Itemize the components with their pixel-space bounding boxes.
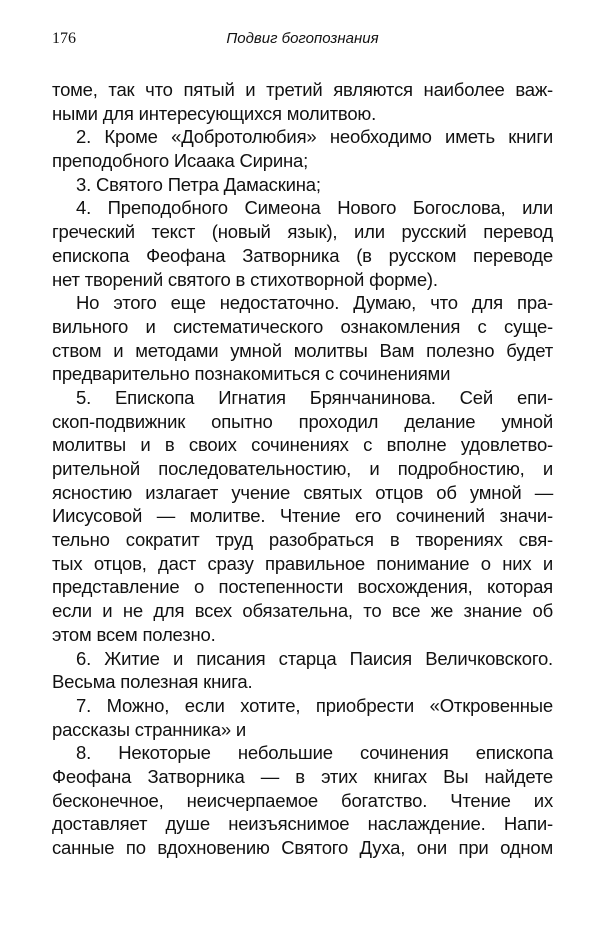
text-line: ясностию излагает учение святых отцов об умной — bbox=[52, 481, 553, 503]
text-line: санные по вдохновению Святого Духа, они при одном bbox=[52, 837, 553, 858]
page-number: 176 bbox=[52, 30, 76, 47]
text-line: епископа Феофана Затворника (в русском переводе bbox=[52, 244, 553, 266]
body-text bbox=[52, 78, 553, 860]
paragraph bbox=[52, 291, 553, 386]
paragraph bbox=[52, 647, 553, 694]
text-line: скоп-подвижник опытно проходил делание умной bbox=[52, 410, 553, 432]
text-line: рительной последовательностию, и подробностию, и bbox=[52, 458, 553, 479]
text-line: Феофана Затворника — в этих книгах Вы найдете bbox=[52, 765, 553, 787]
paragraph bbox=[52, 173, 553, 197]
paragraph bbox=[52, 125, 553, 172]
text-line: нет творений святого в стихотворной форме). bbox=[52, 268, 438, 290]
running-title: Подвиг богопознания bbox=[226, 30, 379, 47]
text-line: тельно сократит труд разобраться в творениях свя- bbox=[52, 529, 553, 551]
text-line: молитвы и в своих сочинениях с вполне удовлетво- bbox=[52, 434, 553, 456]
text-line: 4. Преподобного Симеона Нового Богослова, или bbox=[76, 197, 553, 219]
text-line: 7. Можно, если хотите, приобрести «Откровенные bbox=[76, 694, 553, 716]
page-header bbox=[52, 30, 553, 50]
paragraph bbox=[52, 741, 553, 859]
paragraph bbox=[52, 694, 553, 741]
text-line: представление о постепенности восхождения, которая bbox=[52, 576, 553, 598]
text-line: 2. Кроме «Добротолюбия» необходимо иметь книги bbox=[76, 126, 553, 148]
paragraph bbox=[52, 386, 553, 647]
text-line: вильного и систематического ознакомления с суще- bbox=[52, 315, 553, 337]
text-line: томе, так что пятый и третий являются наиболее важ- bbox=[52, 79, 553, 100]
paragraph bbox=[52, 196, 553, 291]
text-line: 8. Некоторые небольшие сочинения епископа bbox=[76, 742, 553, 764]
text-line: 6. Житие и писания старца Паисия Величковского. bbox=[76, 647, 553, 669]
text-line: этом всем полезно. bbox=[52, 623, 216, 645]
text-line: бесконечное, неисчерпаемое богатство. Чтение их bbox=[52, 789, 553, 811]
text-line: Весьма полезная книга. bbox=[52, 671, 253, 693]
text-line: 3. Святого Петра Дамаскина; bbox=[76, 173, 321, 195]
text-line: доставляет душе неизъяснимое наслаждение. Напи- bbox=[52, 813, 553, 835]
text-line: предварительно познакомиться с сочинениями bbox=[52, 363, 451, 385]
text-line: рассказы странника» и bbox=[52, 718, 246, 740]
text-line: ными для интересующихся молитвою. bbox=[52, 102, 377, 124]
text-line: 5. Епископа Игнатия Брянчанинова. Сей епи- bbox=[76, 386, 553, 408]
text-line: греческий текст (новый язык), или русский перевод bbox=[52, 221, 553, 243]
text-line: преподобного Исаака Сирина; bbox=[52, 150, 309, 172]
text-line: Иисусовой — молитве. Чтение его сочинений значи- bbox=[52, 505, 553, 527]
text-line: тых отцов, даст сразу правильное понимание о них и bbox=[52, 552, 553, 574]
text-line: если и не для всех обязательна, то все же знание об bbox=[52, 600, 553, 622]
text-line: ством и методами умной молитвы Вам полезно будет bbox=[52, 339, 553, 361]
paragraph bbox=[52, 78, 553, 125]
text-line: Но этого еще недостаточно. Думаю, что для пра- bbox=[76, 292, 553, 314]
